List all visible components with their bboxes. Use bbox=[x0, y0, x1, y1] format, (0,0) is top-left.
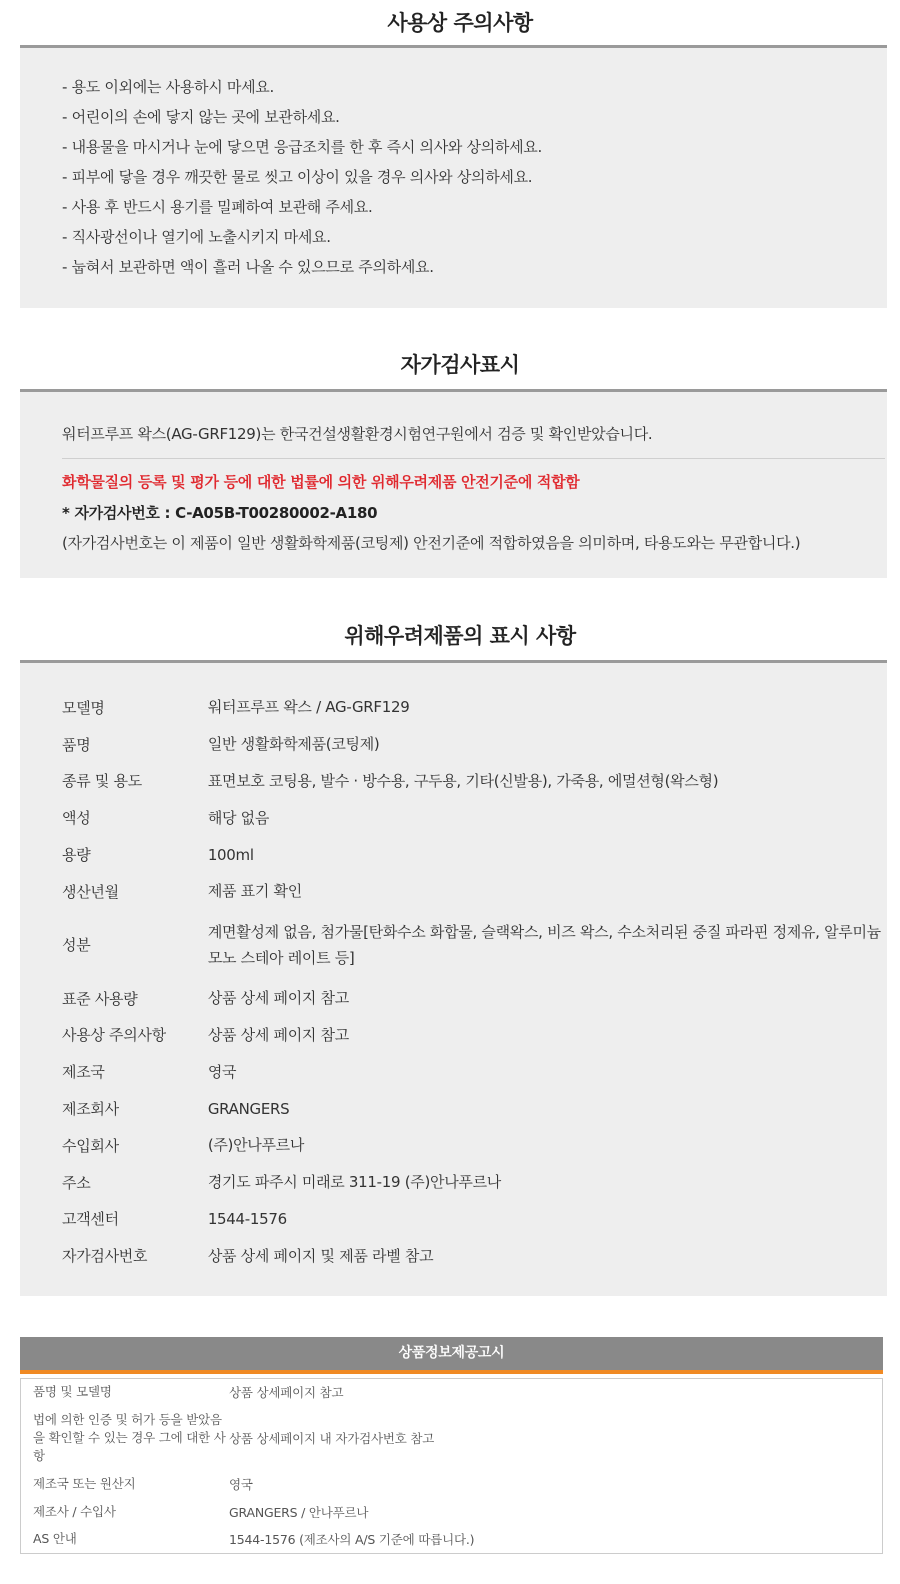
row-key: 법에 의한 인증 및 허가 등을 받았음을 확인할 수 있는 경우 그에 대한 사항 bbox=[33, 1411, 226, 1463]
row-value: 계면활성제 없음, 첨가물[탄화수소 화합물, 슬랙왁스, 비즈 왁스, 수소처리된 중질 파라핀 정제유, 알루미늄 모노 스테아 레이트 등] bbox=[207, 922, 881, 967]
row-value: 상품 상세 페이지 및 제품 라벨 참고 bbox=[207, 1246, 434, 1265]
row-key: 자가검사번호 bbox=[62, 1247, 148, 1266]
hazard-table bbox=[62, 689, 887, 1274]
notice-accent-bar bbox=[20, 1370, 883, 1374]
table-row bbox=[62, 910, 887, 980]
table-row bbox=[21, 1498, 883, 1526]
table-row bbox=[62, 763, 887, 800]
row-value: 영국 bbox=[207, 1062, 237, 1081]
row-key: 모델명 bbox=[62, 698, 105, 717]
row-value: GRANGERS bbox=[207, 1099, 290, 1118]
table-row bbox=[62, 1127, 887, 1164]
table-row bbox=[62, 873, 887, 910]
verify-text: 워터프루프 왁스(AG-GRF129)는 한국건설생활환경시험연구원에서 검증 및 확인받았습니다. bbox=[62, 425, 653, 443]
table-row bbox=[62, 980, 887, 1017]
caution-item: - 피부에 닿을 경우 깨끗한 물로 씻고 이상이 있을 경우 의사와 상의하세요. bbox=[62, 168, 533, 186]
row-value: 워터프루프 왁스 / AG-GRF129 bbox=[207, 698, 410, 717]
hazard-box bbox=[20, 663, 887, 1296]
row-value: 제품 표기 확인 bbox=[207, 882, 302, 901]
row-value: (주)안나푸르나 bbox=[207, 1136, 305, 1155]
row-key: 제조국 또는 원산지 bbox=[33, 1475, 136, 1491]
row-key: 사용상 주의사항 bbox=[62, 1026, 166, 1045]
caution-box bbox=[20, 48, 887, 308]
row-key: 액성 bbox=[62, 809, 91, 828]
row-value: 상품 상세 페이지 참고 bbox=[207, 1025, 349, 1044]
self-check-note: (자가검사번호는 이 제품이 일반 생활화학제품(코팅제) 안전기준에 적합하였음을 의미하며, 타용도와는 무관합니다.) bbox=[62, 534, 801, 552]
table-row bbox=[62, 726, 887, 763]
caution-item: - 내용물을 마시거나 눈에 닿으면 응급조치를 한 후 즉시 의사와 상의하세요. bbox=[62, 138, 542, 156]
table-row bbox=[62, 1164, 887, 1201]
caution-item: - 직사광선이나 열기에 노출시키지 마세요. bbox=[62, 228, 331, 246]
row-value: 1544-1576 (제조사의 A/S 기준에 따릅니다.) bbox=[229, 1532, 475, 1548]
self-check-divider bbox=[62, 458, 885, 459]
caution-list bbox=[62, 72, 542, 282]
row-value: 상품 상세페이지 내 자가검사번호 참고 bbox=[229, 1430, 435, 1446]
caution-item: - 눕혀서 보관하면 액이 흘러 나올 수 있으므로 주의하세요. bbox=[62, 258, 434, 276]
table-row bbox=[62, 1090, 887, 1127]
row-key: 성분 bbox=[62, 936, 91, 955]
table-row bbox=[62, 1237, 887, 1274]
caution-item: - 사용 후 반드시 용기를 밀폐하여 보관해 주세요. bbox=[62, 198, 373, 216]
row-value: 100ml bbox=[207, 845, 254, 864]
caution-title: 사용상 주의사항 bbox=[387, 11, 533, 35]
row-key: 제조국 bbox=[62, 1063, 105, 1082]
row-key: 종류 및 용도 bbox=[62, 772, 142, 791]
conformity-text: 화학물질의 등록 및 평가 등에 대한 법률에 의한 위해우려제품 안전기준에 적합함 bbox=[62, 473, 580, 491]
row-value: 해당 없음 bbox=[207, 808, 270, 827]
table-row bbox=[21, 1406, 883, 1470]
row-key: 용량 bbox=[62, 846, 91, 865]
notice-title: 상품정보제공고시 bbox=[20, 1337, 883, 1370]
table-row bbox=[21, 1470, 883, 1498]
table-row bbox=[62, 836, 887, 873]
row-value: 상품 상세 페이지 참고 bbox=[207, 989, 349, 1008]
row-key: 제조사 / 수입사 bbox=[33, 1503, 116, 1519]
row-key: 표준 사용량 bbox=[62, 989, 138, 1008]
self-check-number: * 자가검사번호 : C-A05B-T00280002-A180 bbox=[62, 504, 378, 522]
row-value: 일반 생활화학제품(코팅제) bbox=[207, 735, 380, 754]
table-row bbox=[62, 1053, 887, 1090]
table-row bbox=[62, 1201, 887, 1238]
row-key: 수입회사 bbox=[62, 1136, 119, 1155]
row-key: 품명 및 모델명 bbox=[33, 1384, 112, 1400]
table-row bbox=[62, 1017, 887, 1054]
row-value: 영국 bbox=[229, 1476, 253, 1492]
hazard-title: 위해우려제품의 표시 사항 bbox=[344, 624, 576, 648]
row-value: 1544-1576 bbox=[207, 1209, 287, 1228]
table-row bbox=[62, 799, 887, 836]
table-row bbox=[21, 1526, 883, 1554]
table-row bbox=[21, 1379, 883, 1406]
caution-item: - 어린이의 손에 닿지 않는 곳에 보관하세요. bbox=[62, 108, 340, 126]
row-key: 품명 bbox=[62, 735, 91, 754]
self-check-box bbox=[20, 392, 887, 578]
row-key: 제조회사 bbox=[62, 1100, 119, 1119]
row-key: 주소 bbox=[62, 1173, 91, 1192]
row-value: 경기도 파주시 미래로 311-19 (주)안나푸르나 bbox=[207, 1173, 501, 1192]
self-check-title: 자가검사표시 bbox=[400, 353, 520, 377]
row-value: GRANGERS / 안나푸르나 bbox=[229, 1504, 369, 1520]
row-value: 상품 상세페이지 참고 bbox=[229, 1385, 344, 1401]
notice-table bbox=[20, 1378, 883, 1554]
row-key: 생산년월 bbox=[62, 882, 119, 901]
caution-item: - 용도 이외에는 사용하시 마세요. bbox=[62, 78, 274, 96]
row-key: 고객센터 bbox=[62, 1210, 119, 1229]
row-value: 표면보호 코팅용, 발수 · 방수용, 구두용, 기타(신발용), 가죽용, 에멀션형(왁스형) bbox=[207, 771, 719, 790]
row-key: AS 안내 bbox=[33, 1531, 77, 1547]
table-row bbox=[62, 689, 887, 726]
